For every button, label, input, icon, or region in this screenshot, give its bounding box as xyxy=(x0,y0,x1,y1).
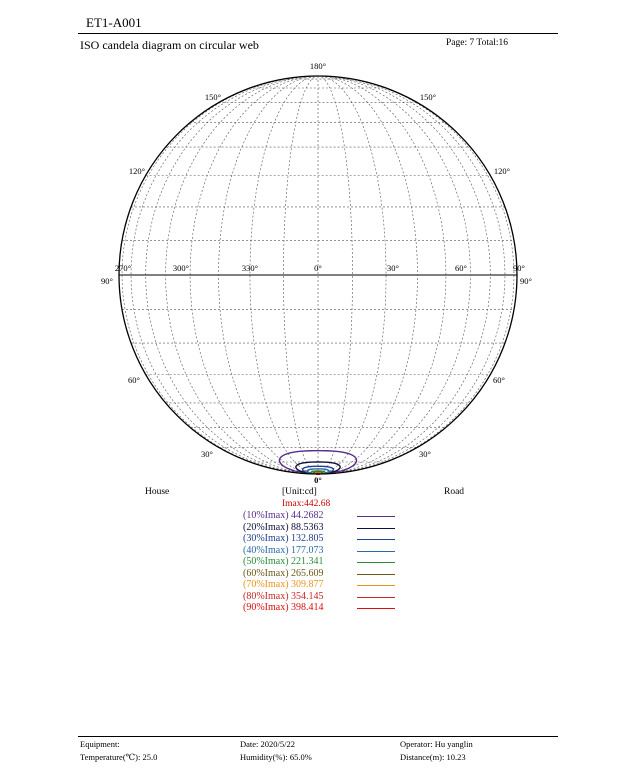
page-title: ISO candela diagram on circular web xyxy=(80,38,259,52)
legend-item xyxy=(0,546,636,557)
legend-swatch xyxy=(357,585,395,586)
web-label-bottom-left: 30° xyxy=(201,449,213,459)
legend-item xyxy=(0,569,636,580)
unit-label: [Unit:cd] xyxy=(282,487,317,497)
web-grid xyxy=(119,76,517,474)
web-label-lower-right: 60° xyxy=(493,375,505,385)
web-label-equator-right: 90° xyxy=(520,276,532,286)
equator-label: 30° xyxy=(387,263,399,273)
equator-label: 270° xyxy=(114,263,132,273)
legend-swatch xyxy=(357,574,395,575)
road-side-label: Road xyxy=(444,487,465,497)
document-id: ET1-A001 xyxy=(86,15,142,30)
legend-label: (80%Imax) 354.145 xyxy=(243,590,324,602)
iso-contours xyxy=(279,451,356,474)
legend-item xyxy=(0,592,636,603)
legend-swatch xyxy=(357,562,395,563)
legend-item xyxy=(0,557,636,568)
web-label-upper-right: 150° xyxy=(419,92,437,102)
web-label-equator-left: 90° xyxy=(101,276,113,286)
legend-swatch xyxy=(357,608,395,609)
footer-rule xyxy=(78,736,558,737)
legend-label: (10%Imax) 44.2682 xyxy=(243,510,324,521)
web-label-bottom: 0° xyxy=(314,475,322,485)
legend-item xyxy=(0,534,636,545)
equator-label: 300° xyxy=(172,263,190,273)
legend-swatch xyxy=(357,539,395,540)
web-label-top: 180° xyxy=(309,61,327,71)
legend-label: (30%Imax) 132.805 xyxy=(243,533,324,544)
legend-swatch xyxy=(357,597,395,598)
legend-item xyxy=(0,511,636,522)
web-label-mid-right: 120° xyxy=(493,166,511,176)
page-info: Page: 7 Total:16 xyxy=(446,38,508,48)
legend-label: (50%Imax) 221.341 xyxy=(243,556,324,567)
legend-item xyxy=(0,580,636,591)
legend-item xyxy=(0,603,636,614)
equator-label: 0° xyxy=(314,263,322,273)
legend-swatch xyxy=(357,516,395,517)
web-label-mid-left: 120° xyxy=(128,166,146,176)
web-label-upper-left: 150° xyxy=(204,92,222,102)
legend-label: (90%Imax) 398.414 xyxy=(243,602,324,613)
temperature-label: Temperature(℃): 25.0 xyxy=(80,752,158,762)
date-label: Date: 2020/5/22 xyxy=(240,739,296,749)
operator-label: Operator: Hu yanglin xyxy=(400,739,473,749)
house-side-label: House xyxy=(145,487,170,497)
legend-label: (20%Imax) 88.5363 xyxy=(243,521,324,533)
legend-label: (40%Imax) 177.073 xyxy=(243,544,324,556)
web-label-bottom-right: 30° xyxy=(419,449,431,459)
legend-label: (60%Imax) 265.609 xyxy=(243,567,324,579)
equator-label: 90° xyxy=(513,263,525,273)
legend-swatch xyxy=(357,551,395,552)
distance-label: Distance(m): 10.23 xyxy=(400,752,466,762)
web-label-lower-left: 60° xyxy=(128,375,140,385)
equipment-label: Equipment: xyxy=(80,739,120,749)
humidity-label: Humidity(%): 65.0% xyxy=(240,752,312,762)
legend-label: (70%Imax) 309.877 xyxy=(243,579,324,590)
legend-swatch xyxy=(357,528,395,529)
legend-item xyxy=(0,523,636,534)
equator-label: 60° xyxy=(455,263,467,273)
imax-label: Imax:442.68 xyxy=(282,499,331,509)
web-axis-labels xyxy=(101,61,532,485)
equator-label: 330° xyxy=(241,263,259,273)
